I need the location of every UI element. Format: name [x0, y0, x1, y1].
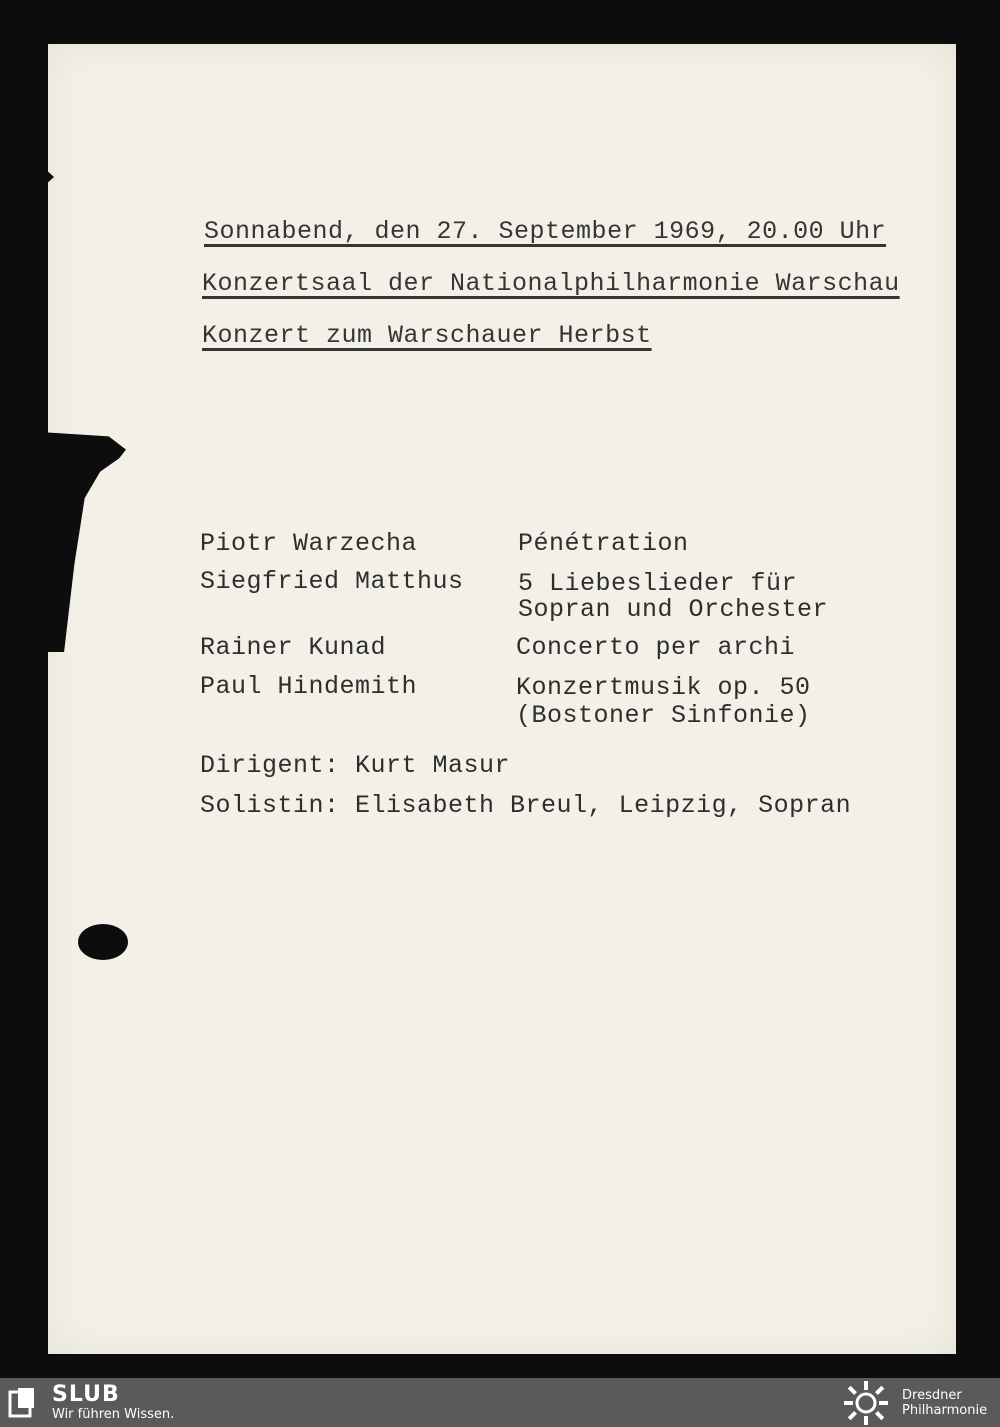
work-title: 5 Liebeslieder für: [518, 569, 798, 598]
work-title: Konzertmusik op. 50: [516, 673, 811, 702]
partner-name: Dresdner Philharmonie: [902, 1388, 988, 1418]
work-title-continued: (Bostoner Sinfonie): [516, 701, 811, 730]
slub-logo-icon: [8, 1388, 36, 1418]
library-claim: Wir führen Wissen.: [52, 1407, 175, 1422]
concert-venue: Konzertsaal der Nationalphilharmonie Warschau: [202, 269, 900, 298]
concert-title: Konzert zum Warschauer Herbst: [202, 321, 652, 350]
library-name: SLUB: [52, 1382, 120, 1407]
punch-hole: [78, 924, 128, 960]
footer-bar: [0, 1378, 1000, 1427]
concert-date: Sonnabend, den 27. September 1969, 20.00 Uhr: [204, 217, 887, 246]
work-title: Concerto per archi: [516, 633, 796, 662]
work-title-continued: Sopran und Orchester: [518, 595, 829, 624]
composer-name: Rainer Kunad: [200, 633, 387, 662]
work-title: Pénétration: [518, 529, 689, 558]
soloist-line: Solistin: Elisabeth Breul, Leipzig, Sopran: [200, 791, 852, 820]
composer-name: Siegfried Matthus: [200, 567, 464, 596]
philharmonie-logo-icon: [842, 1380, 890, 1426]
composer-name: Paul Hindemith: [200, 672, 418, 701]
conductor-line: Dirigent: Kurt Masur: [200, 751, 511, 780]
composer-name: Piotr Warzecha: [200, 529, 418, 558]
